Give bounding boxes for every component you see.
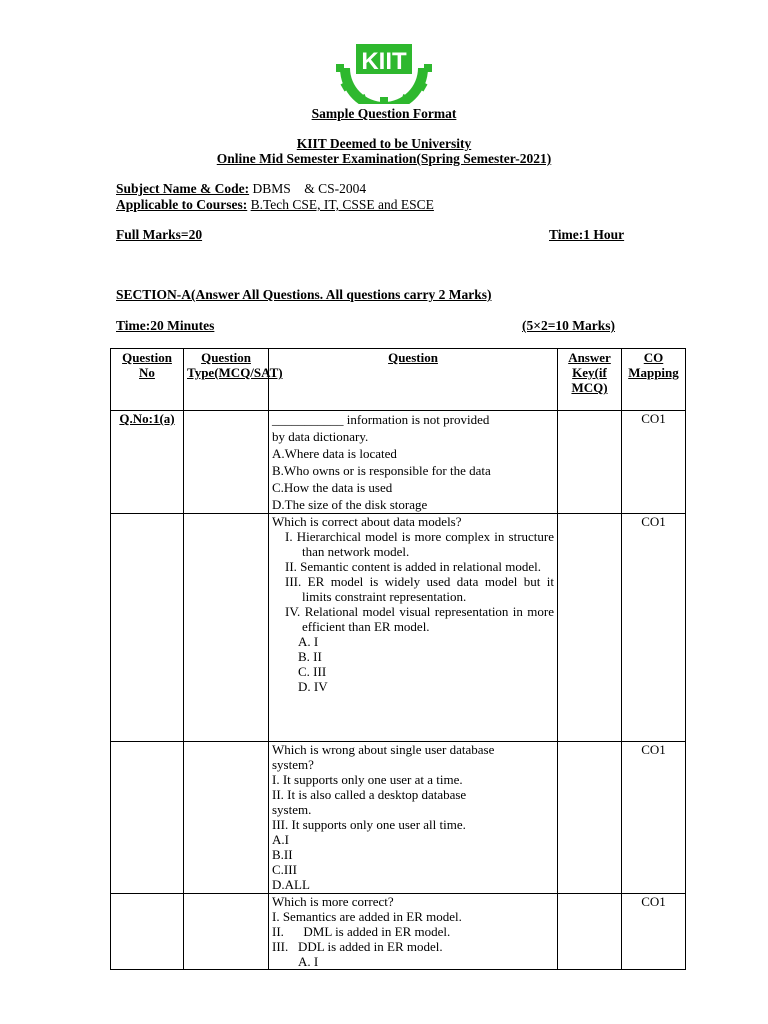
option-line: C.How the data is used [272, 480, 393, 495]
question-line: ___________ information is not provided [272, 412, 490, 427]
subject-value: DBMS & CS-2004 [252, 181, 367, 196]
question-number [111, 742, 184, 894]
answer-key [558, 894, 622, 970]
question-type [184, 742, 269, 894]
option-line: A.I [272, 832, 289, 847]
courses-line [116, 197, 434, 213]
question-text [269, 411, 558, 514]
statement-text: Semantic content is added in relational model. [300, 559, 541, 574]
table-row [111, 411, 686, 514]
statement-item [272, 529, 554, 559]
question-type [184, 894, 269, 970]
header-co-mapping: CO Mapping [622, 349, 686, 411]
statement-num: I. [285, 529, 293, 544]
question-text [269, 894, 558, 970]
statement-line: III. DDL is added in ER model. [272, 939, 443, 954]
question-text [269, 514, 558, 742]
time-total: Time:1 Hour [549, 227, 625, 242]
option-line: A. I [298, 634, 319, 649]
statement-num: IV. [285, 604, 301, 619]
question-type [184, 411, 269, 514]
question-number: Q.No:1(a) [111, 411, 184, 514]
header-question-no: Question No [111, 349, 184, 411]
question-line: system? [272, 757, 314, 772]
statement-text: ER model is widely used data model but it limits constraint representation. [302, 574, 555, 604]
question-type [184, 514, 269, 742]
question-line: Which is more correct? [272, 894, 394, 909]
section-time: Time:20 Minutes [116, 318, 215, 333]
statement-item [272, 604, 554, 634]
statement-line: III. It supports only one user all time. [272, 817, 466, 832]
section-marks: (5×2=10 Marks) [522, 318, 615, 333]
kiit-logo [328, 38, 440, 104]
section-title: SECTION-A(Answer All Questions. All questions carry 2 Marks) [116, 287, 492, 302]
option-line: D. IV [298, 679, 328, 694]
option-line: B.Who owns or is responsible for the data [272, 463, 491, 478]
courses-label: Applicable to Courses: [116, 197, 248, 212]
table-row [111, 894, 686, 970]
header-answer-key: Answer Key(if MCQ) [558, 349, 622, 411]
option-line: A. I [298, 954, 319, 969]
statement-line: I. It supports only one user at a time. [272, 772, 463, 787]
question-number [111, 514, 184, 742]
answer-key [558, 411, 622, 514]
question-intro: Which is correct about data models? [272, 514, 462, 529]
option-line: D.The size of the disk storage [272, 497, 428, 512]
answer-key [558, 514, 622, 742]
answer-key [558, 742, 622, 894]
statement-item [272, 559, 554, 574]
header-question: Question [269, 349, 558, 411]
statement-line: II. It is also called a desktop database [272, 787, 467, 802]
statement-num: II. [285, 559, 297, 574]
statement-num: III. [285, 574, 302, 589]
table-header-row [111, 349, 686, 411]
logo-text: KIIT [361, 48, 407, 75]
statement-line: II. DML is added in ER model. [272, 924, 451, 939]
co-mapping: CO1 [622, 411, 686, 514]
question-line: Which is wrong about single user database [272, 742, 495, 757]
option-line: C. III [298, 664, 327, 679]
co-mapping: CO1 [622, 742, 686, 894]
table-row [111, 514, 686, 742]
question-number [111, 894, 184, 970]
option-line: A.Where data is located [272, 446, 397, 461]
courses-value: B.Tech CSE, IT, CSSE and ESCE [250, 197, 434, 212]
statement-item [272, 574, 554, 604]
option-line: C.III [272, 862, 297, 877]
option-line: B.II [272, 847, 293, 862]
exam-title: Online Mid Semester Examination(Spring Semester-2021) [216, 151, 552, 166]
university-name: KIIT Deemed to be University [296, 136, 472, 151]
full-marks: Full Marks=20 [116, 227, 203, 242]
subject-line [116, 181, 366, 197]
option-line: D.ALL [272, 877, 310, 892]
question-line: by data dictionary. [272, 429, 369, 444]
statement-text: Hierarchical model is more complex in structure than network model. [296, 529, 555, 559]
co-mapping: CO1 [622, 894, 686, 970]
subject-label: Subject Name & Code: [116, 181, 250, 196]
question-text [269, 742, 558, 894]
table-row [111, 742, 686, 894]
header-question-type: Question Type(MCQ/SAT) [184, 349, 269, 411]
statement-text: Relational model visual representation in more efficient than ER model. [302, 604, 555, 634]
format-title: Sample Question Format [311, 106, 457, 121]
question-table [110, 348, 686, 970]
statement-line: system. [272, 802, 312, 817]
option-line: B. II [298, 649, 322, 664]
co-mapping: CO1 [622, 514, 686, 742]
statement-line: I. Semantics are added in ER model. [272, 909, 462, 924]
